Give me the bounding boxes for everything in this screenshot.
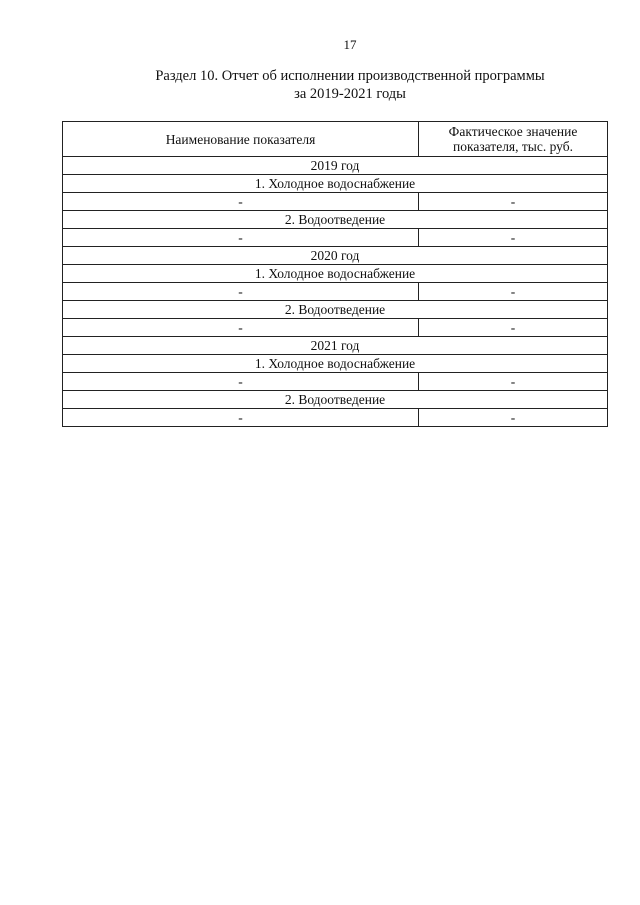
year-label: 2020 год [63, 247, 608, 265]
section-title: 2. Водоотведение [63, 391, 608, 409]
year-row [63, 247, 608, 265]
year-label: 2021 год [63, 337, 608, 355]
section-title: 1. Холодное водоснабжение [63, 355, 608, 373]
row-name-cell: - [63, 409, 419, 427]
table-row [63, 409, 608, 427]
row-value-cell: - [419, 283, 608, 301]
year-row [63, 157, 608, 175]
section-row [63, 391, 608, 409]
row-value-cell: - [419, 319, 608, 337]
section-title: 2. Водоотведение [63, 301, 608, 319]
section-row [63, 211, 608, 229]
page-number: 17 [343, 37, 357, 52]
table-row [63, 193, 608, 211]
section-title: 2. Водоотведение [63, 211, 608, 229]
row-value-cell: - [419, 409, 608, 427]
row-value-cell: - [419, 229, 608, 247]
year-label: 2019 год [63, 157, 608, 175]
header-indicator-name: Наименование показателя [63, 122, 419, 157]
row-name-cell: - [63, 193, 419, 211]
page-title-line-2: за 2019-2021 годы [294, 86, 406, 102]
section-title: 1. Холодное водоснабжение [63, 265, 608, 283]
table-row [63, 283, 608, 301]
report-table [62, 121, 608, 427]
table-header-row [63, 122, 608, 157]
section-row [63, 265, 608, 283]
page-title-line-1: Раздел 10. Отчет об исполнении производственной программы [155, 68, 545, 84]
page-title [0, 67, 640, 103]
section-title: 1. Холодное водоснабжение [63, 175, 608, 193]
table-row [63, 373, 608, 391]
header-actual-value: Фактическое значение показателя, тыс. руб. [419, 122, 608, 157]
row-name-cell: - [63, 373, 419, 391]
table-row [63, 229, 608, 247]
year-row [63, 337, 608, 355]
section-row [63, 301, 608, 319]
row-name-cell: - [63, 319, 419, 337]
row-value-cell: - [419, 193, 608, 211]
section-row [63, 355, 608, 373]
table-row [63, 319, 608, 337]
section-row [63, 175, 608, 193]
row-value-cell: - [419, 373, 608, 391]
row-name-cell: - [63, 283, 419, 301]
row-name-cell: - [63, 229, 419, 247]
